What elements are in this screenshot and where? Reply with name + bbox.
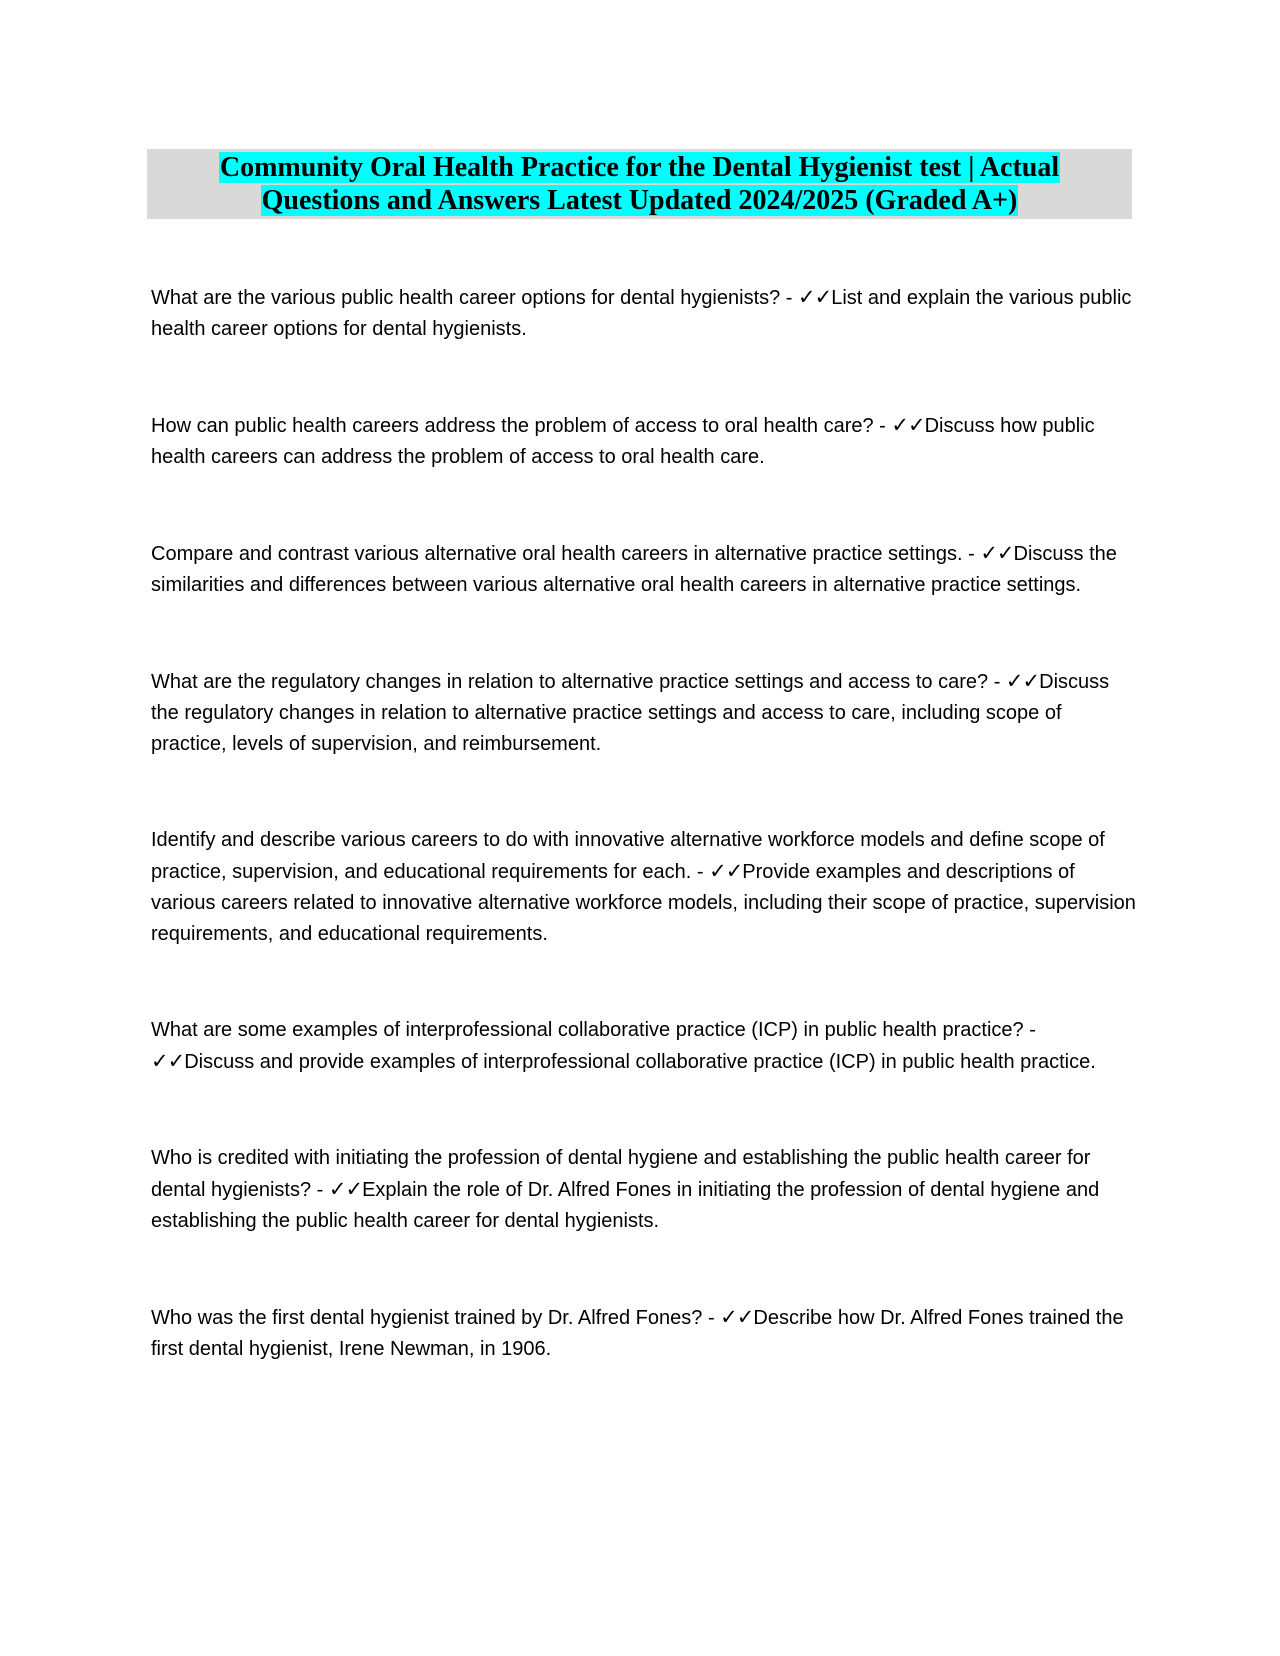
question-text: Who is credited with initiating the profession of dental hygiene and establishing the public health career for dental hygienists? xyxy=(151,1147,1091,1201)
question-text: What are the various public health career options for dental hygienists? xyxy=(151,287,781,309)
question-text: What are the regulatory changes in relation to alternative practice settings and access to care? xyxy=(151,671,989,693)
double-check-icon: ✓✓ xyxy=(720,1305,754,1329)
document-title xyxy=(147,151,1132,217)
double-check-icon: ✓✓ xyxy=(980,541,1014,565)
qa-item xyxy=(151,410,1136,473)
double-check-icon: ✓✓ xyxy=(1005,669,1040,693)
qa-item xyxy=(151,666,1136,760)
answer-text: Discuss the regulatory changes in relation to alternative practice settings and access to care, including scope of practice, levels of supervision, and reimbursement. xyxy=(151,671,1110,755)
qa-item xyxy=(151,825,1136,950)
separator: - xyxy=(702,1307,721,1329)
double-check-icon: ✓✓ xyxy=(798,285,832,309)
question-text: Compare and contrast various alternative oral health careers in alternative practice settings. xyxy=(151,543,963,565)
double-check-icon: ✓✓ xyxy=(891,413,925,437)
qa-item xyxy=(151,538,1136,601)
question-text: Identify and describe various careers to do with innovative alternative workforce models and define scope of practice, supervision, and educational requirements for each. xyxy=(151,829,1105,883)
answer-text: List and explain the various public health career options for dental hygienists. xyxy=(151,287,1132,340)
separator: - xyxy=(691,861,710,883)
separator: - xyxy=(988,671,1006,693)
question-text: What are some examples of interprofessional collaborative practice (ICP) in public health practice? xyxy=(151,1019,1024,1041)
question-answer-list xyxy=(151,282,1136,1365)
separator: - xyxy=(962,543,981,565)
separator: - xyxy=(311,1179,329,1201)
separator: - xyxy=(780,287,799,309)
qa-item xyxy=(151,1143,1136,1237)
answer-text: Provide examples and descriptions of various careers related to innovative alternative workforce models, including their scope of practice, supervision requirements, and educational requirements. xyxy=(151,861,1136,945)
qa-item xyxy=(151,1302,1136,1365)
title-line-1: Community Oral Health Practice for the Dental Hygienist test | Actual xyxy=(219,152,1060,183)
title-line-2: Questions and Answers Latest Updated 2024/2025 (Graded A+) xyxy=(261,185,1018,216)
qa-item xyxy=(151,1015,1136,1078)
double-check-icon: ✓✓ xyxy=(709,859,743,883)
answer-text: Discuss and provide examples of interprofessional collaborative practice (ICP) in public health practice. xyxy=(184,1051,1096,1073)
double-check-icon: ✓✓ xyxy=(328,1177,363,1201)
answer-text: Discuss how public health careers can address the problem of access to oral health care. xyxy=(151,415,1095,468)
question-text: How can public health careers address the problem of access to oral health care? xyxy=(151,415,874,437)
separator: - xyxy=(873,415,892,437)
answer-text: Describe how Dr. Alfred Fones trained the first dental hygienist, Irene Newman, in 1906. xyxy=(151,1307,1124,1360)
answer-text: Explain the role of Dr. Alfred Fones in initiating the profession of dental hygiene and establishing the public health career for dental hygienists. xyxy=(151,1179,1100,1232)
answer-text: Discuss the similarities and differences between various alternative oral health careers in alternative practice settings. xyxy=(151,543,1117,596)
qa-item xyxy=(151,282,1136,345)
separator: - xyxy=(1023,1019,1036,1041)
question-text: Who was the first dental hygienist trained by Dr. Alfred Fones? xyxy=(151,1307,703,1329)
double-check-icon: ✓✓ xyxy=(151,1049,185,1073)
